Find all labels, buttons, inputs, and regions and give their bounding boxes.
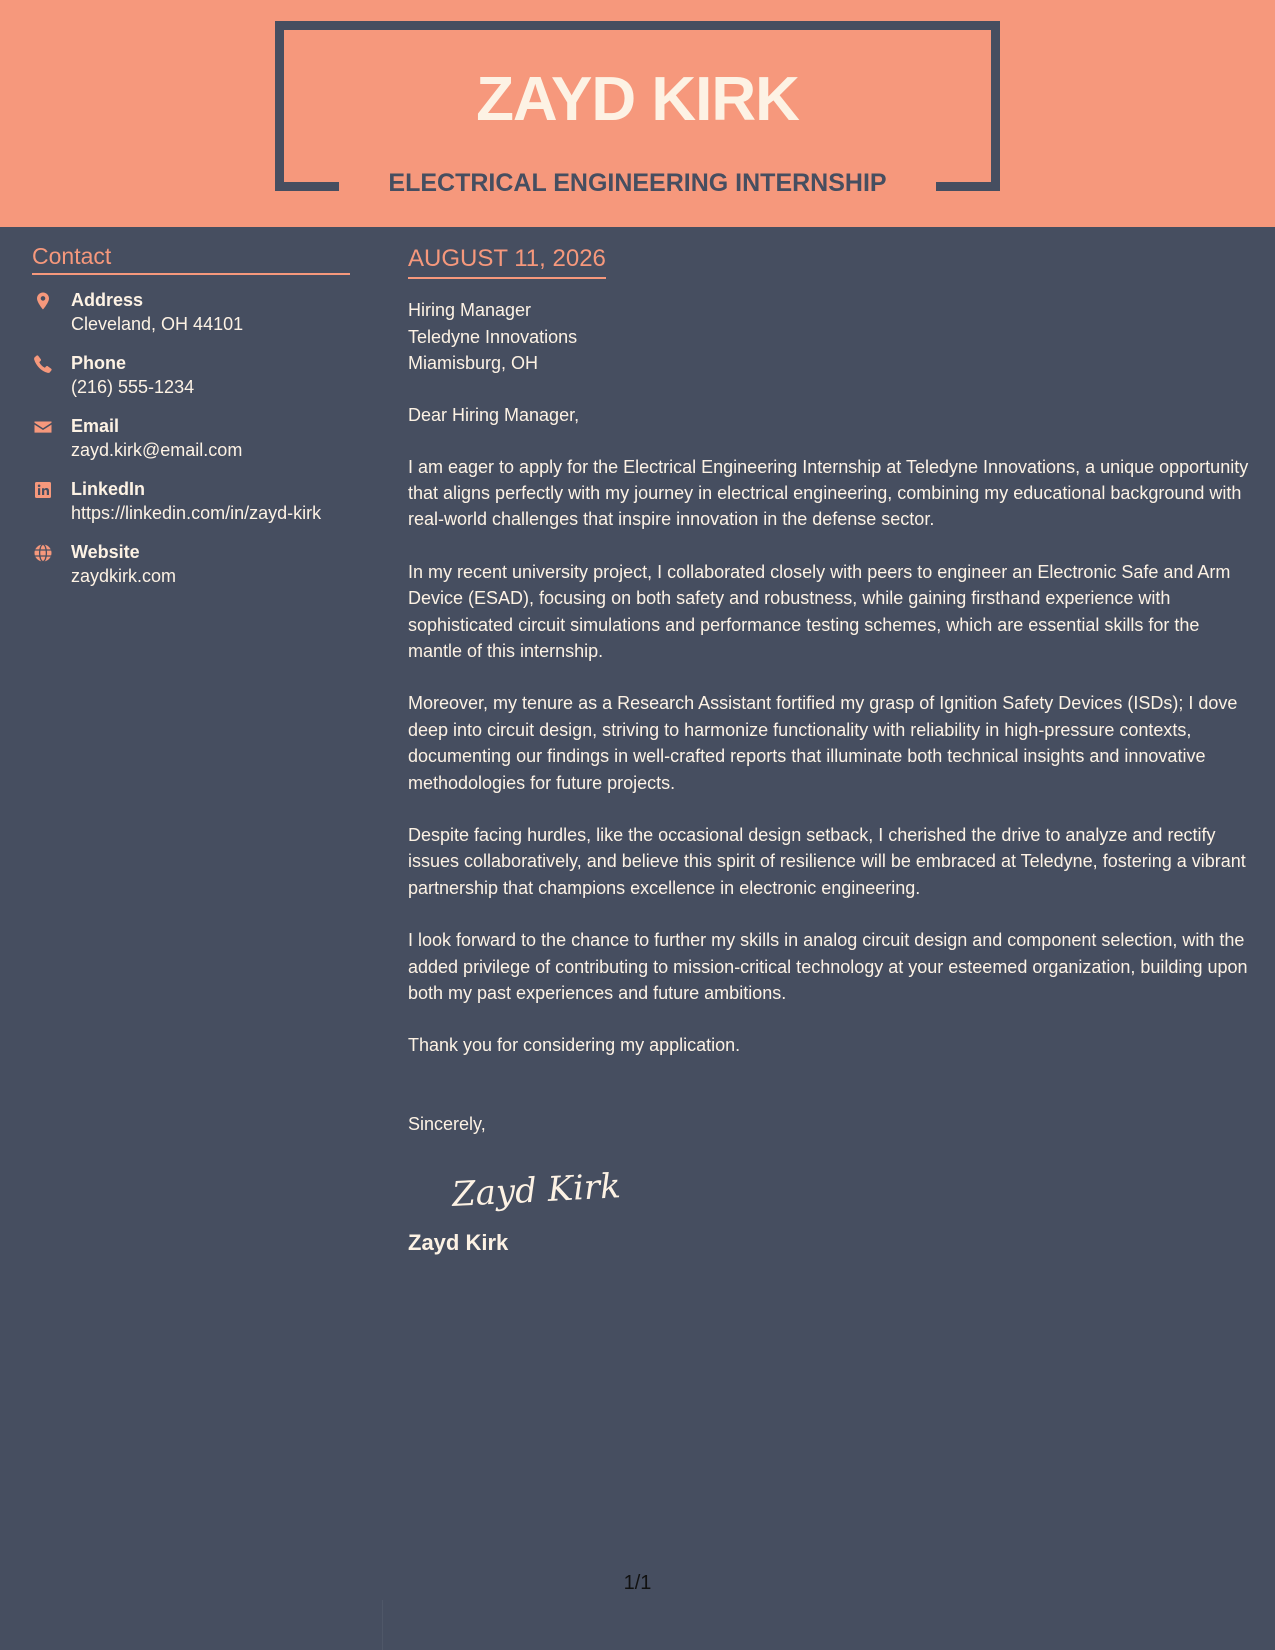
recipient-line: Teledyne Innovations bbox=[408, 326, 578, 347]
recipient-block bbox=[408, 297, 1250, 377]
globe-icon bbox=[33, 543, 53, 563]
contact-heading: Contact bbox=[32, 240, 350, 275]
contact-label: Email bbox=[71, 416, 120, 436]
title-frame-corner-left bbox=[275, 182, 339, 191]
letter-paragraph: I am eager to apply for the Electrical Engineering Internship at Teledyne Innovations, a unique opportunity that aligns perfectly with my journey in electrical engineering, combining my educational background with real-world challenges that inspire innovation in the defense sector. bbox=[408, 456, 1249, 530]
title-frame-corner-right bbox=[936, 182, 1000, 191]
contact-item-website bbox=[32, 540, 352, 603]
page-number: 1/1 bbox=[623, 1572, 652, 1594]
phone-icon bbox=[33, 354, 53, 374]
envelope-icon bbox=[33, 417, 53, 437]
contact-list bbox=[32, 288, 352, 603]
contact-item-address bbox=[32, 288, 352, 351]
letter-paragraph: I look forward to the chance to further my skills in analog circuit design and component selection, with the added privilege of contributing to mission-critical technology at your esteemed organization, building upon both my past experiences and future ambitions. bbox=[408, 930, 1248, 1003]
applicant-name: ZAYD KIRK bbox=[476, 65, 799, 134]
map-pin-icon bbox=[33, 291, 53, 311]
recipient-line: Hiring Manager bbox=[408, 300, 532, 320]
email-value: zayd.kirk@email.com bbox=[71, 440, 243, 460]
letter-body bbox=[408, 243, 1250, 1257]
contact-label: Address bbox=[71, 290, 144, 310]
header-banner bbox=[0, 0, 1275, 227]
signer-name: Zayd Kirk bbox=[408, 1229, 509, 1255]
handwritten-signature bbox=[448, 1161, 648, 1217]
linkedin-value: https://linkedin.com/in/zayd-kirk bbox=[71, 503, 322, 523]
letter-paragraph: In my recent university project, I collaborated closely with peers to engineer an Electronic Safe and Arm Device (ESAD), focusing on both safety and robustness, while gaining firsthand experience with sophisticated circuit simulations and performance testing schemes, which are essential skills for the mantle of this internship. bbox=[408, 561, 1231, 661]
contact-item-linkedin bbox=[32, 477, 352, 540]
letter-date: AUGUST 11, 2026 bbox=[408, 243, 606, 279]
contact-label: Website bbox=[71, 542, 140, 562]
signature-text: Zayd Kirk bbox=[451, 1166, 622, 1215]
recipient-line: Miamisburg, OH bbox=[408, 353, 539, 373]
linkedin-icon bbox=[33, 480, 53, 500]
address-value: Cleveland, OH 44101 bbox=[71, 314, 244, 334]
contact-label: LinkedIn bbox=[71, 479, 146, 499]
closing: Sincerely, bbox=[408, 1113, 486, 1134]
contact-sidebar bbox=[32, 240, 352, 603]
salutation: Dear Hiring Manager, bbox=[408, 404, 580, 425]
letter-paragraph: Despite facing hurdles, like the occasional design setback, I cherished the drive to analyze and rectify issues collaboratively, and believe this spirit of resilience will be embraced at Teledyne, fostering a vibrant partnership that champions excellence in electronic engineering. bbox=[408, 824, 1246, 898]
contact-item-email bbox=[32, 414, 352, 477]
contact-item-phone bbox=[32, 351, 352, 414]
divider bbox=[382, 1600, 383, 1650]
website-value: zaydkirk.com bbox=[71, 566, 177, 586]
contact-label: Phone bbox=[71, 353, 127, 373]
phone-value: (216) 555-1234 bbox=[71, 377, 195, 397]
letter-paragraph: Thank you for considering my application. bbox=[408, 1035, 741, 1056]
job-title: ELECTRICAL ENGINEERING INTERNSHIP bbox=[339, 167, 936, 199]
letter-paragraph: Moreover, my tenure as a Research Assistant fortified my grasp of Ignition Safety Devices (ISDs); I dove deep into circuit design, striving to harmonize functionality with reliability in high-pressure contexts, documenting our findings in well-crafted reports that illuminate both technical insights and innovative methodologies for future projects. bbox=[408, 693, 1238, 793]
